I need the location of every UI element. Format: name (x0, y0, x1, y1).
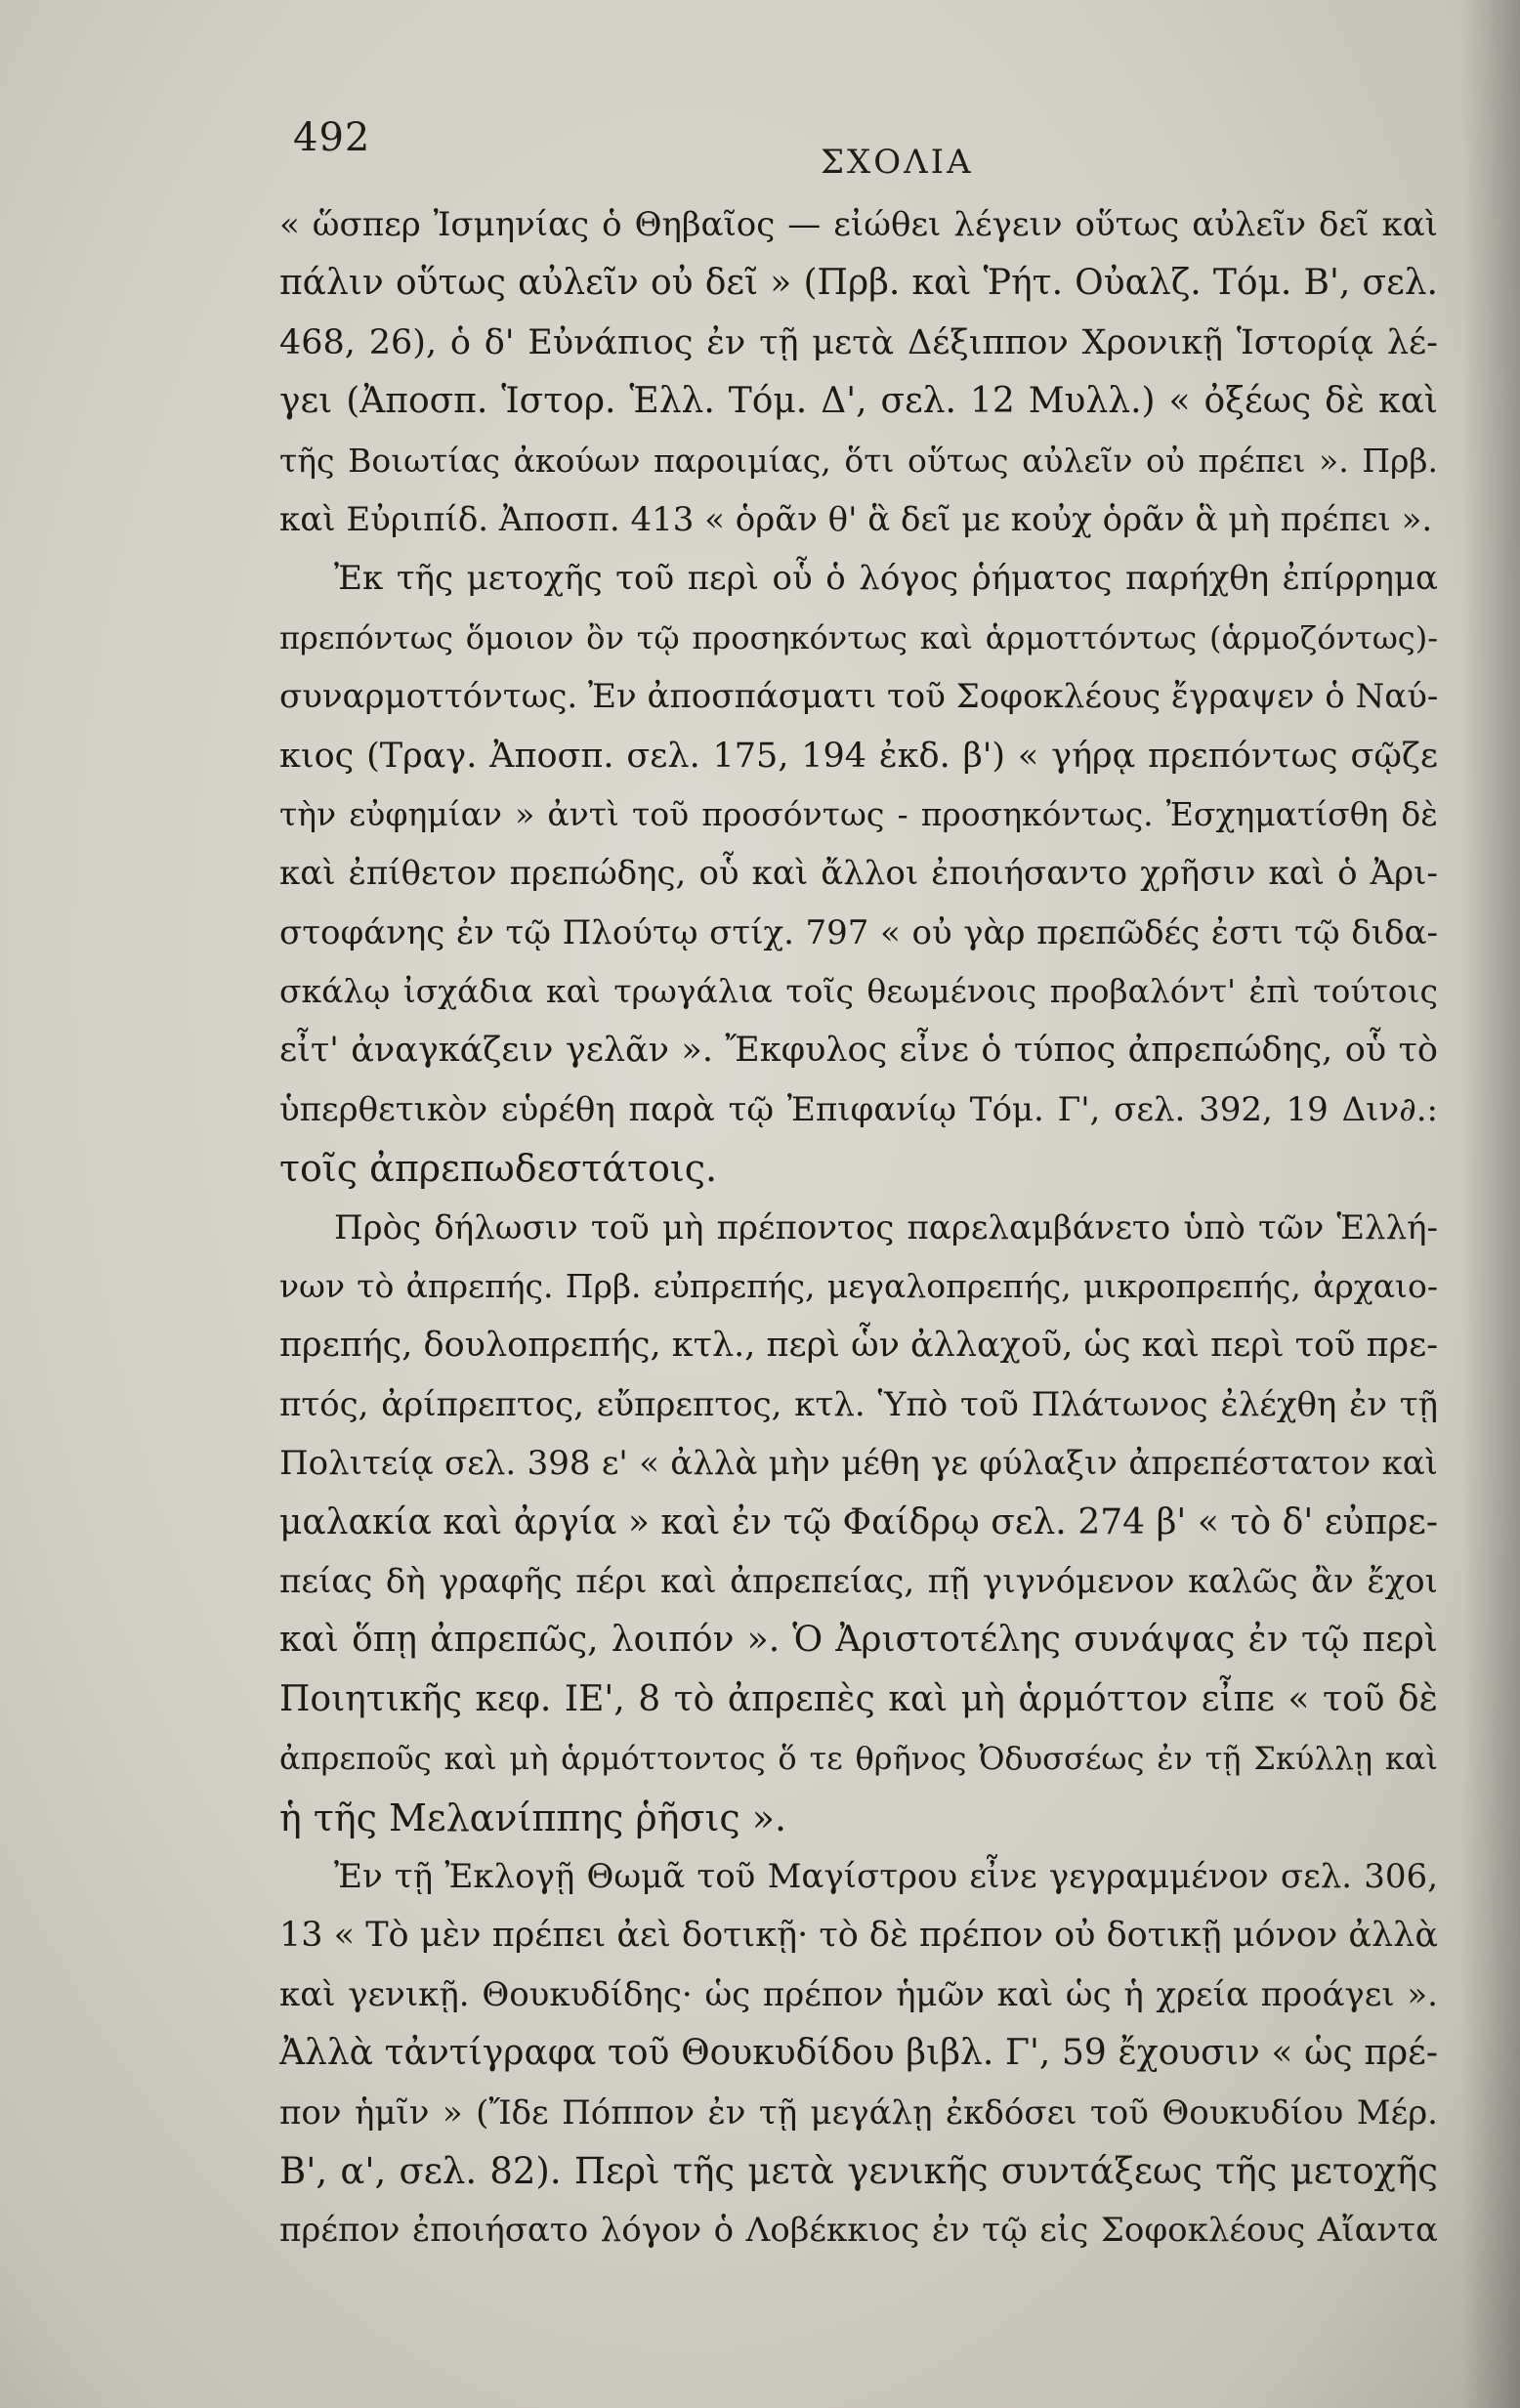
text-line: τοῖς ἀπρεπωδεστάτοις. (279, 1147, 718, 1191)
page-number: 492 (293, 115, 371, 160)
text-line: ἡ τῆς Μελανίππης ῥῆσις ». (279, 1795, 787, 1839)
text-line: εἶτ' ἀναγκάζειν γελᾶν ». Ἔκφυλος εἶνε ὁ τύπος ἀπρεπώδης, οὗ τὸ (279, 1031, 1438, 1071)
text-line: συναρμοττόντως. Ἐν ἀποσπάσματι τοῦ Σοφοκλέους ἔγραψεν ὁ Ναύ- (279, 677, 1438, 717)
body-text (279, 195, 1438, 2260)
text-line: Ἀλλὰ τἀντίγραφα τοῦ Θουκυδίδου βιβλ. Γ', 59 ἔχουσιν « ὡς πρέ- (279, 2033, 1438, 2074)
text-line: στοφάνης ἐν τῷ Πλούτῳ στίχ. 797 « οὐ γὰρ πρεπῶδές ἐστι τῷ διδα- (279, 912, 1438, 952)
text-line: καὶ ὅπῃ ἀπρεπῶς, λοιπόν ». Ὁ Ἀριστοτέλης συνάψας ἐν τῷ περὶ (279, 1620, 1438, 1661)
text-line: καὶ Εὐριπίδ. Ἀποσπ. 413 « ὁρᾶν θ' ἃ δεῖ με κοὐχ ὁρᾶν ἃ μὴ πρέπει ». (279, 499, 1433, 539)
text-line: πείας δὴ γραφῆς πέρι καὶ ἀπρεπείας, πῇ γιγνόμενον καλῶς ἂν ἔχοι (279, 1561, 1438, 1601)
text-line: Πρὸς δήλωσιν τοῦ μὴ πρέποντος παρελαμβάνετο ὑπὸ τῶν Ἑλλή- (334, 1207, 1438, 1247)
text-line: σκάλῳ ἰσχάδια καὶ τρωγάλια τοῖς θεωμένοις προβαλόντ' ἐπὶ τούτοις (279, 972, 1438, 1011)
text-line: κιος (Τραγ. Ἀποσπ. σελ. 175, 194 ἐκδ. β') « γήρᾳ πρεπόντως σῷζε (279, 736, 1438, 776)
text-line: καὶ ἐπίθετον πρεπώδης, οὗ καὶ ἄλλοι ἐποιήσαντο χρῆσιν καὶ ὁ Ἀρι- (279, 854, 1438, 894)
text-line: τὴν εὐφημίαν » ἀντὶ τοῦ προσόντως - προσηκόντως. Ἐσχηματίσθη δὲ (279, 794, 1438, 833)
text-line: πρέπον ἐποιήσατο λόγον ὁ Λοβέκκιος ἐν τῷ εἰς Σοφοκλέους Αἴαντα (279, 2211, 1438, 2251)
text-line: νων τὸ ἀπρεπής. Πρβ. εὐπρεπής, μεγαλοπρεπής, μικροπρεπής, ἀρχαιο- (279, 1267, 1438, 1306)
text-line: ὑπερθετικὸν εὑρέθη παρὰ τῷ Ἐπιφανίῳ Τόμ. Γ', σελ. 392, 19 Διν∂.: (279, 1089, 1438, 1129)
page-header (293, 115, 1446, 182)
text-line: πρεπόντως ὅμοιον ὂν τῷ προσηκόντως καὶ ἁρμοττόντως (ἁρμοζόντως)- (279, 618, 1438, 656)
text-line: τῆς Βοιωτίας ἀκούων παροιμίας, ὅτι οὕτως αὐλεῖν οὐ πρέπει ». Πρβ. (279, 441, 1438, 480)
text-line: Ἐκ τῆς μετοχῆς τοῦ περὶ οὗ ὁ λόγος ῥήματος παρήχθη ἐπίρρημα (334, 559, 1438, 599)
text-line: Ἐν τῇ Ἐκλογῇ Θωμᾶ τοῦ Μαγίστρου εἶνε γεγραμμένον σελ. 306, (334, 1856, 1438, 1896)
text-line: πάλιν οὕτως αὐλεῖν οὐ δεῖ » (Πρβ. καὶ Ῥήτ. Οὐαλζ. Τόμ. Β', σελ. (279, 263, 1438, 304)
text-line: ἀπρεποῦς καὶ μὴ ἁρμόττοντος ὅ τε θρῆνος Ὀδυσσέως ἐν τῇ Σκύλλῃ καὶ (279, 1740, 1438, 1778)
text-line: Πολιτείᾳ σελ. 398 ε' « ἀλλὰ μὴν μέθη γε φύλαξιν ἀπρεπέστατον καὶ (279, 1444, 1438, 1484)
text-line: γει (Ἀποσπ. Ἱστορ. Ἑλλ. Τόμ. Δ', σελ. 12 Μυλλ.) « ὀξέως δὲ καὶ (279, 381, 1438, 422)
text-line: πτός, ἀρίπρεπτος, εὔπρεπτος, κτλ. Ὑπὸ τοῦ Πλάτωνος ἐλέχθη ἐν τῇ (279, 1384, 1438, 1424)
text-line: Ποιητικῆς κεφ. ΙΕ', 8 τὸ ἀπρεπὲς καὶ μὴ ἁρμόττον εἶπε « τοῦ δὲ (279, 1678, 1438, 1719)
running-head: ΣΧΟΛΙΑ (821, 143, 974, 182)
text-line: πρεπής, δουλοπρεπής, κτλ., περὶ ὧν ἀλλαχοῦ, ὡς καὶ περὶ τοῦ πρε- (279, 1326, 1438, 1366)
text-line: Β', α', σελ. 82). Περὶ τῆς μετὰ γενικῆς συντάξεως τῆς μετοχῆς (279, 2149, 1438, 2192)
text-line: πον ἡμῖν » (Ἴδε Πόππον ἐν τῇ μεγάλῃ ἐκδόσει τοῦ Θουκυδίου Μέρ. (279, 2092, 1438, 2133)
text-line: μαλακία καὶ ἀργία » καὶ ἐν τῷ Φαίδρῳ σελ. 274 β' « τὸ δ' εὐπρε- (279, 1501, 1438, 1542)
text-line: « ὥσπερ Ἰσμηνίας ὁ Θηβαῖος — εἰώθει λέγειν οὕτως αὐλεῖν δεῖ καὶ (279, 205, 1438, 244)
text-line: 13 « Τὸ μὲν πρέπει ἀεὶ δοτικῇ· τὸ δὲ πρέπον οὐ δοτικῇ μόνον ἀλλὰ (279, 1916, 1438, 1956)
text-line: 468, 26), ὁ δ' Εὐνάπιος ἐν τῇ μετὰ Δέξιππον Χρονικῇ Ἱστορίᾳ λέ- (279, 322, 1438, 362)
page-edge-shadow (1461, 0, 1520, 2408)
text-line: καὶ γενικῇ. Θουκυδίδης· ὡς πρέπον ἡμῶν καὶ ὡς ἡ χρεία προάγει ». (279, 1974, 1438, 2014)
